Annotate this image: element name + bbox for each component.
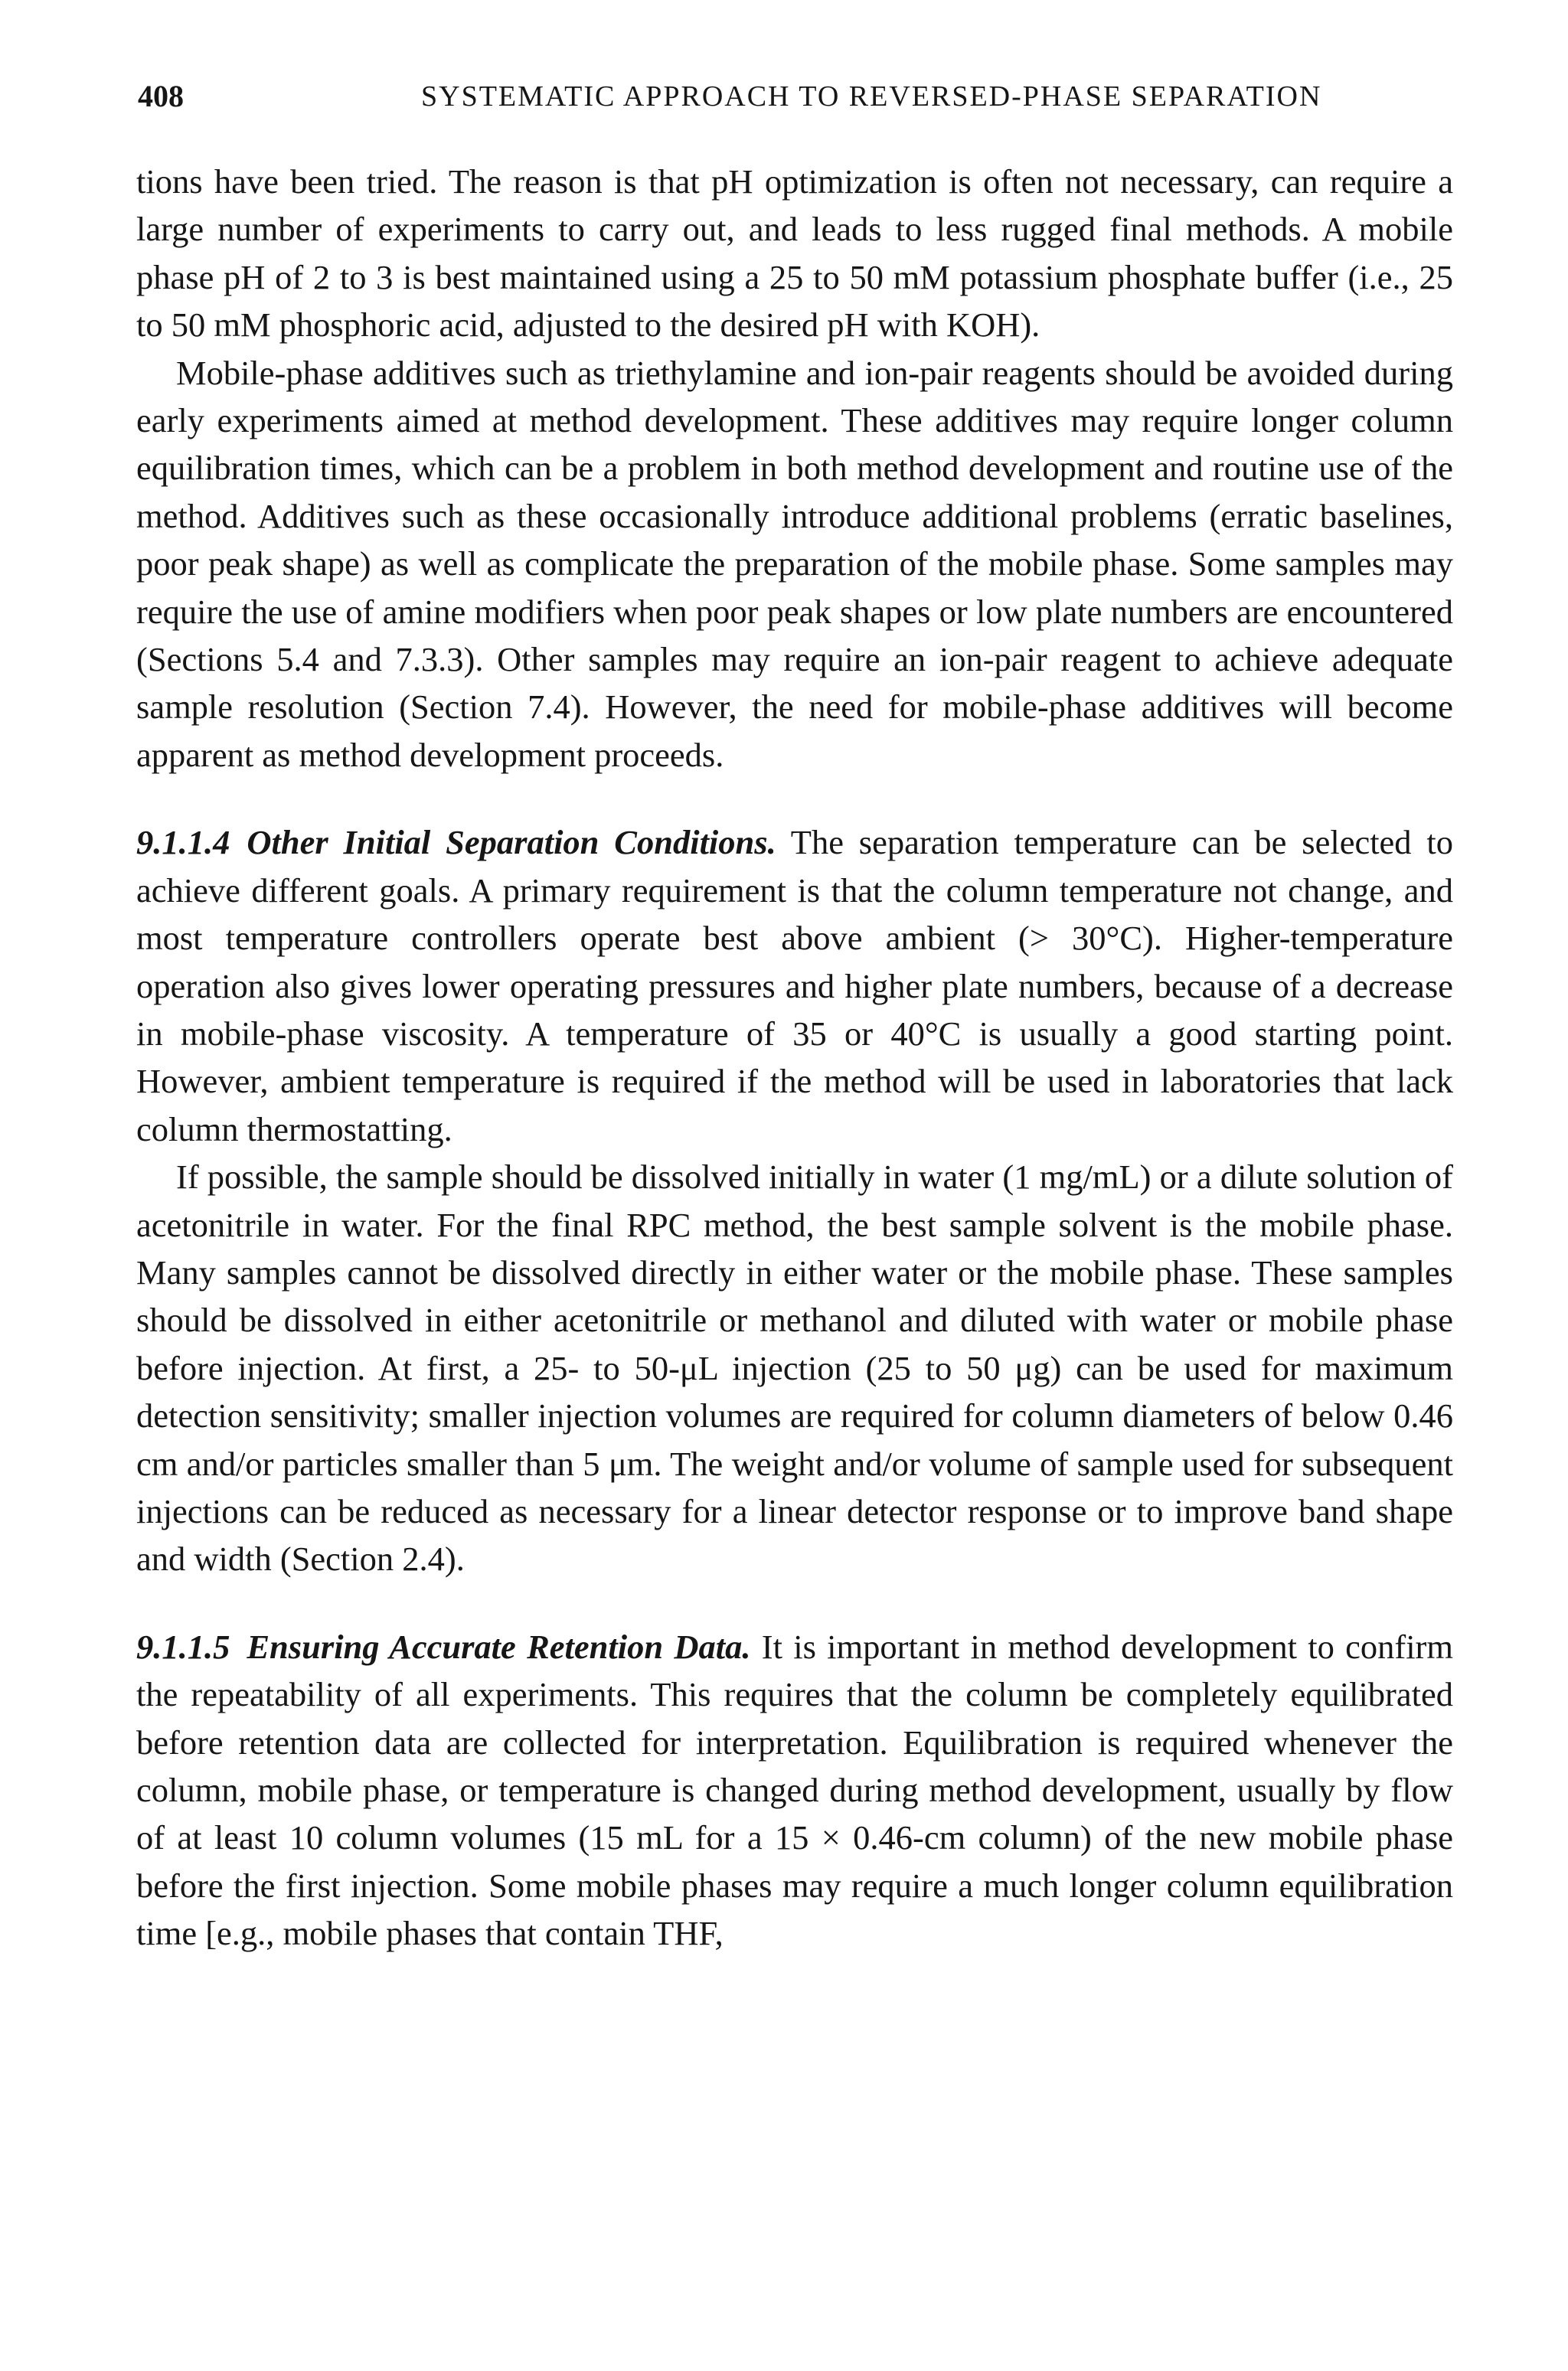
section-9-1-1-4 <box>136 818 1453 1153</box>
paragraph-continued: tions have been tried. The reason is that pH optimization is often not necessary, can require a large number of experiments to carry out, and leads to less rugged final methods. A mobile phase pH of 2 to 3 is best maintained using a 25 to 50 mM potassium phosphate buffer (i.e., 25 to 50 mM phosphoric acid, adjusted to the desired pH with KOH). <box>136 162 1453 345</box>
section-title: Ensuring Accurate Retention Data. <box>247 1627 751 1666</box>
section-number: 9.1.1.4 <box>136 823 230 862</box>
section-heading <box>136 1628 750 1666</box>
paragraph-mobile-phase-additives: Mobile-phase additives such as triethylamine and ion-pair reagents should be avoided during early experiments aimed at method development. These additives may require longer column equilibration times, which can be a problem in both method development and routine use of the method. Additives such as these occasionally introduce additional problems (erratic baselines, poor peak shape) as well as complicate the preparation of the mobile phase. Some samples may require the use of amine modifiers when poor peak shapes or low plate numbers are encountered (Sections 5.4 and 7.3.3). Other samples may require an ion-pair reagent to achieve adequate sample resolution (Section 7.4). However, the need for mobile-phase additives will become apparent as method development proceeds. <box>136 353 1453 774</box>
page-number: 408 <box>138 79 184 113</box>
section-title: Other Initial Separation Conditions. <box>247 823 776 862</box>
section-heading <box>136 823 776 861</box>
body-text <box>136 158 1453 1958</box>
section-9-1-1-5 <box>136 1623 1453 1958</box>
section-body: The separation temperature can be selected to achieve different goals. A primary requirement is that the column temperature not change, and most temperature controllers operate best above ambient (> 30°C). Higher-temperature operation also gives lower operating pressures and higher plate numbers, because of a decrease in mobile-phase viscosity. A temperature of 35 or 40°C is usually a good starting point. However, ambient temperature is required if the method will be used in laboratories that lack column thermostatting. <box>136 823 1454 1148</box>
running-title: SYSTEMATIC APPROACH TO REVERSED-PHASE SEPARATION <box>421 80 1322 113</box>
paragraph-sample-solvent: If possible, the sample should be dissolved initially in water (1 mg/mL) or a dilute solution of acetonitrile in water. For the final RPC method, the best sample solvent is the mobile phase. Many samples cannot be dissolved directly in either water or the mobile phase. These samples should be dissolved in either acetonitrile or methanol and diluted with water or mobile phase before injection. At first, a 25- to 50-μL injection (25 to 50 μg) can be used for maximum detection sensitivity; smaller injection volumes are required for column diameters of below 0.46 cm and/or particles smaller than 5 μm. The weight and/or volume of sample used for subsequent injections can be reduced as necessary for a linear detector response or to improve band shape and width (Section 2.4). <box>136 1158 1453 1579</box>
section-body: It is important in method development to confirm the repeatability of all experiments. This requires that the column be completely equilibrated before retention data are collected for interpretation. Equilibration is required whenever the column, mobile phase, or temperature is changed during method development, usually by flow of at least 10 column volumes (15 mL for a 15 × 0.46-cm column) of the new mobile phase before the first injection. Some mobile phases may require a much longer column equilibration time [e.g., mobile phases that contain THF, <box>136 1627 1453 1953</box>
running-header <box>138 73 1462 119</box>
section-number: 9.1.1.5 <box>136 1627 230 1666</box>
